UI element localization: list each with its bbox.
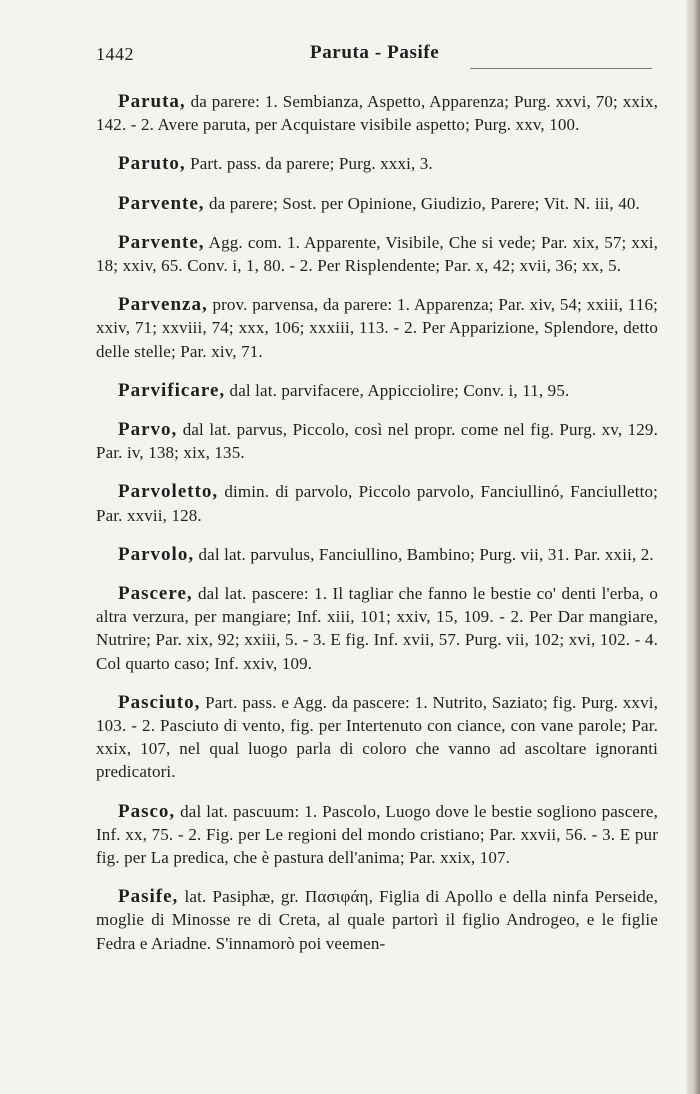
entry-parvoletto bbox=[96, 480, 658, 526]
entry-text: prov. parvensa, da parere: 1. Apparenza; Par. xiv, 54; xxiii, 116; xxiv, 71; xxviii, 74; xxx, 106; xxxiii, 113. - 2. Per Apparizione, Splendore, detto delle stelle; Par. xiv, 71. bbox=[96, 295, 658, 361]
headword: Paruto, bbox=[118, 153, 186, 175]
headword: Parvificare, bbox=[118, 379, 226, 401]
entry-parvenza bbox=[96, 293, 658, 363]
entry-text: da parere: 1. Sembianza, Aspetto, Apparenza; Purg. xxvi, 70; xxix, 142. - 2. Avere paruta, per Acquistare visibile aspetto; Purg. xxv, 100. bbox=[96, 92, 658, 135]
entry-text: dimin. di parvolo, Piccolo parvolo, Fanciullinó, Fanciulletto; Par. xxvii, 128. bbox=[96, 482, 658, 525]
entry-pasciuto bbox=[96, 691, 658, 784]
entry-pasco bbox=[96, 800, 658, 870]
headword: Parvo, bbox=[118, 419, 178, 441]
entry-parvificare bbox=[96, 379, 658, 402]
entry-paruto bbox=[96, 152, 658, 175]
headword: Pasciuto, bbox=[118, 691, 201, 713]
entry-parvente-agg bbox=[96, 231, 658, 277]
entry-text: da parere; Sost. per Opinione, Giudizio, Parere; Vit. N. iii, 40. bbox=[208, 193, 640, 213]
entry-parvo bbox=[96, 418, 658, 464]
entry-text: dal lat. pascuum: 1. Pascolo, Luogo dove le bestie sogliono pascere, Inf. xx, 75. - 2. Fig. per Le regioni del mondo cristiano; Par. xxvii, 56. - 3. E pur fig. per La predica, che è pastura dell'anima; Par. xxix, 107. bbox=[96, 801, 658, 868]
entry-pasife bbox=[96, 885, 658, 955]
headword: Pascere, bbox=[118, 583, 193, 605]
entry-text: lat. Pasiphæ, gr. Πασιφάη, Figlia di Apollo e della ninfa Perseide, moglie di Minosse re di Creta, al quale partorì il figlio Androgeo, e le figlie Fedra e Ariadne. S'innamorò poi veemen- bbox=[96, 887, 658, 953]
header-rule bbox=[470, 68, 652, 69]
entry-text: Agg. com. 1. Apparente, Visibile, Che si vede; Par. xix, 57; xxi, 18; xxiv, 65. Conv. i, 1, 80. - 2. Per Risplendente; Par. x, 42; xvii, 36; xx, 5. bbox=[96, 232, 658, 276]
headword: Parvoletto, bbox=[118, 481, 219, 503]
entry-text: dal lat. parvifacere, Appicciolire; Conv. i, 11, 95. bbox=[229, 380, 570, 400]
page-number: 1442 bbox=[96, 44, 134, 64]
headword: Paruta, bbox=[118, 91, 186, 112]
entry-parvente-sost bbox=[96, 192, 658, 215]
entry-pascere bbox=[96, 582, 658, 675]
entry-text: Part. pass. da parere; Purg. xxxi, 3. bbox=[190, 154, 433, 174]
headword: Pasco, bbox=[118, 800, 176, 822]
page-edge bbox=[686, 0, 700, 1094]
headword: Parvenza, bbox=[118, 294, 208, 316]
headword: Parvolo, bbox=[118, 543, 195, 565]
dictionary-entries bbox=[96, 90, 658, 971]
headword: Pasife, bbox=[118, 886, 179, 908]
running-title: Paruta - Pasife bbox=[310, 42, 440, 63]
entry-parvolo bbox=[96, 543, 658, 566]
entry-text: Part. pass. e Agg. da pascere: 1. Nutrito, Saziato; fig. Purg. xxvi, 103. - 2. Pasciuto di vento, fig. per Intertenuto con ciance, con vane parole; Par. xxix, 107, nel qual luogo parla di coloro che vanno ad ascoltare ignoranti predicatori. bbox=[96, 692, 658, 782]
headword: Parvente, bbox=[118, 192, 205, 214]
entry-text: dal lat. parvulus, Fanciullino, Bambino; Purg. vii, 31. Par. xxii, 2. bbox=[198, 544, 654, 564]
entry-text: dal lat. pascere: 1. Il tagliar che fanno le bestie co' denti l'erba, o altra verzura, per mangiare; Inf. xiii, 101; xxiv, 15, 109. - 2. Per Dar mangiare, Nutrire; Par. xix, 92; xxiii, 5. - 3. E fig. Inf. xvii, 57. Purg. vii, 102; xvi, 102. - 4. Col quarto caso; Inf. xxiv, 109. bbox=[96, 584, 658, 673]
headword: Parvente, bbox=[118, 231, 205, 253]
page-header bbox=[96, 44, 656, 72]
entry-paruta bbox=[96, 90, 658, 136]
entry-text: dal lat. parvus, Piccolo, così nel propr. come nel fig. Purg. xv, 129. Par. iv, 138; xix, 135. bbox=[96, 420, 658, 463]
